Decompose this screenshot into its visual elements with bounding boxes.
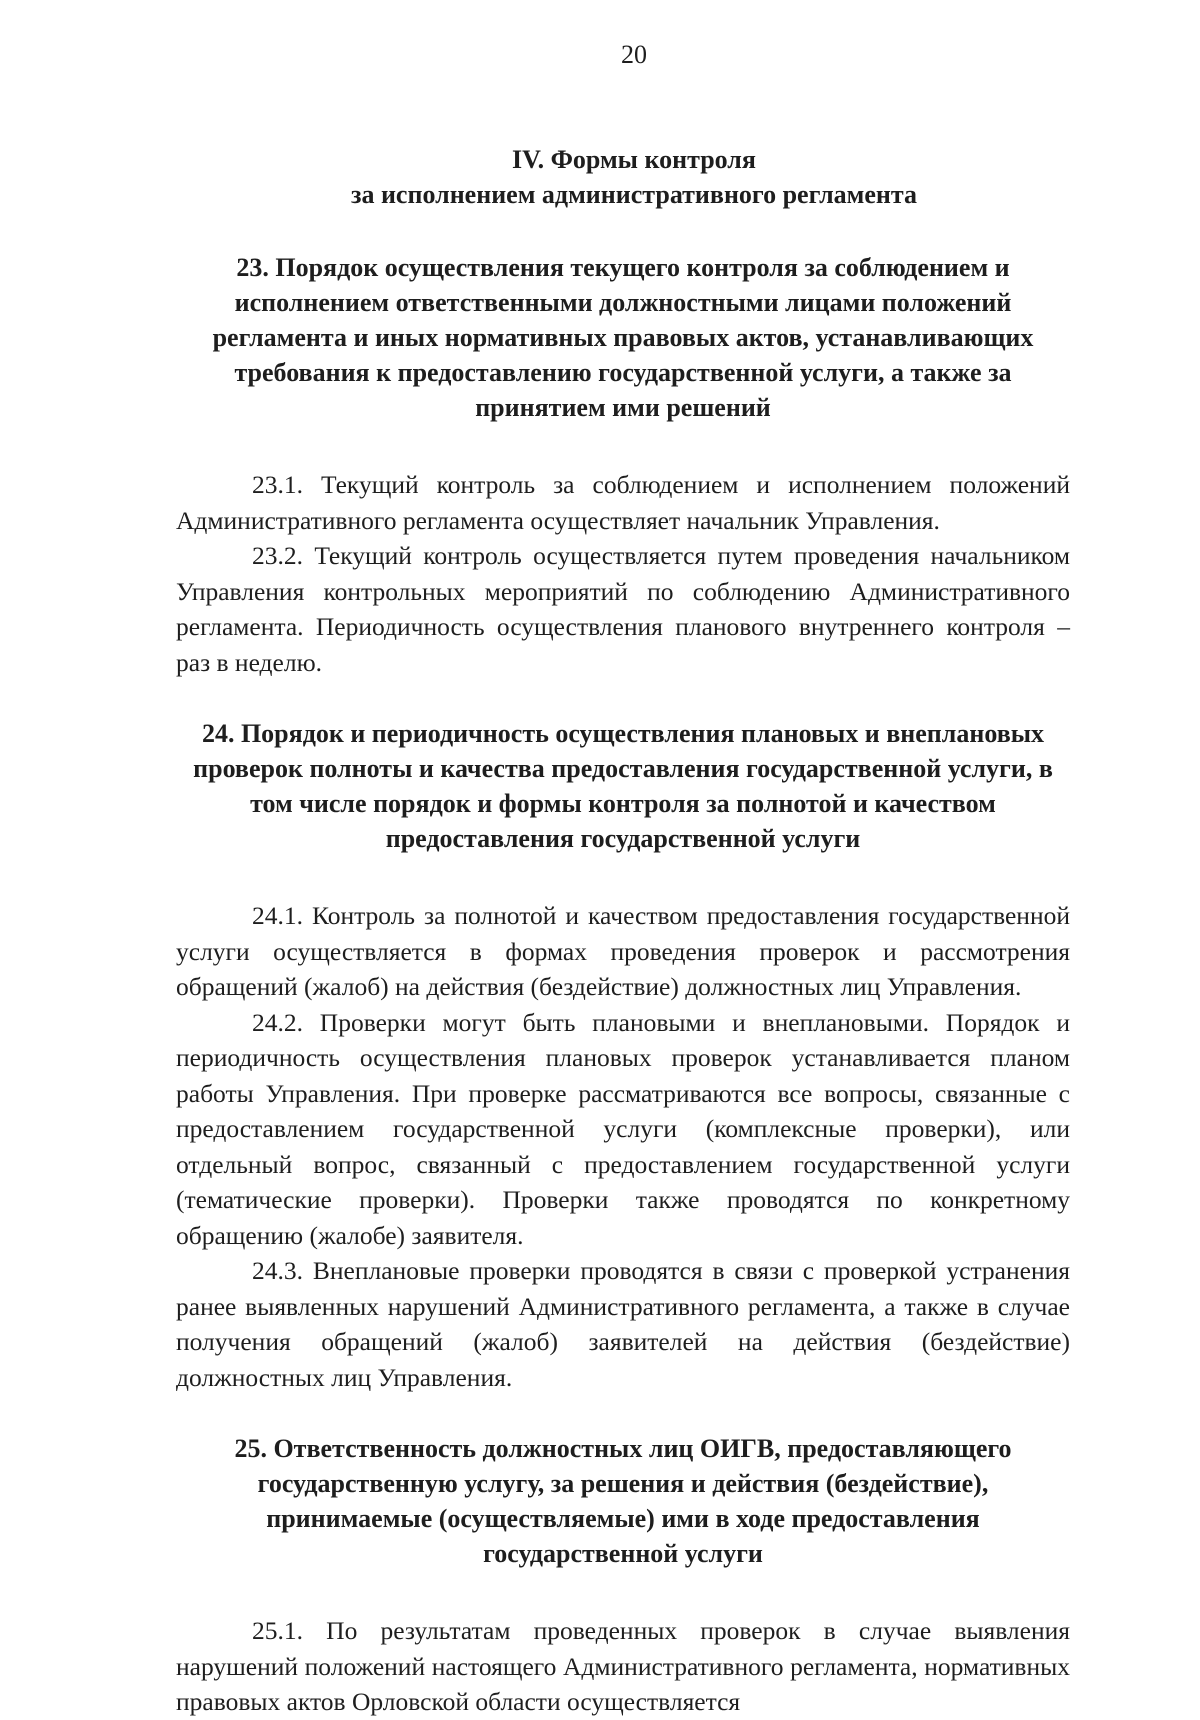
paragraph: 24.1. Контроль за полнотой и качеством предоставления государственной услуги осуществляется в формах проведения проверок и рассмотрения обращений (жалоб) на действия (бездействие) должностных лиц Управления. [176,901,1070,1001]
part-heading-line: IV. Формы контроля [512,145,756,174]
paragraph: 25.1. По результатам проведенных проверок в случае выявления нарушений положений настоящего Административного регламента, нормативных правовых актов Орловской области осуществляется [176,1616,1070,1716]
heading-line: предоставления государственной услуги [385,824,861,853]
heading-line: проверок полноты и качества предоставления государственной услуги, в [193,754,1053,783]
section-heading [176,250,1070,425]
heading-line: 24. Порядок и периодичность осуществления плановых и внеплановых [201,719,1045,748]
section-25 [176,1431,1070,1720]
heading-line: принятием ими решений [475,393,771,422]
heading-line: 23. Порядок осуществления текущего контроля за соблюдением и [236,253,1010,282]
section-24 [176,716,1070,1395]
heading-line: регламента и иных нормативных правовых актов, устанавливающих [212,323,1034,352]
heading-line: принимаемые (осуществляемые) ими в ходе предоставления [266,1504,980,1533]
section-23 [176,250,1070,680]
paragraph: 23.2. Текущий контроль осуществляется путем проведения начальником Управления контрольных мероприятий по соблюдению Административного регламента. Периодичность осуществления планового внутреннего контроля – раз в неделю. [176,541,1070,677]
heading-line: исполнением ответственными должностными лицами положений [234,288,1012,317]
heading-line: том числе порядок и формы контроля за полнотой и качеством [250,789,996,818]
section-heading [176,1431,1070,1571]
heading-line: 25. Ответственность должностных лиц ОИГВ, предоставляющего [234,1434,1012,1463]
heading-line: государственную услугу, за решения и действия (бездействие), [257,1469,989,1498]
page-number: 20 [621,40,647,69]
paragraph: 23.1. Текущий контроль за соблюдением и исполнением положений Административного регламента осуществляет начальник Управления. [176,470,1070,535]
heading-line: требования к предоставлению государственной услуги, а также за [234,358,1012,387]
paragraph: 24.2. Проверки могут быть плановыми и внеплановыми. Порядок и периодичность осуществления плановых проверок устанавливается планом работы Управления. При проверке рассматриваются все вопросы, связанные с предоставлением государственной услуги (комплексные проверки), или отдельный вопрос, связанный с предоставлением государственной услуги (тематические проверки). Проверки также проводятся по конкретному обращению (жалобе) заявителя. [176,1007,1070,1250]
heading-line: государственной услуги [483,1539,763,1568]
part-heading [176,142,1070,212]
part-heading-line: за исполнением административного регламента [351,180,917,209]
section-heading [176,716,1070,856]
paragraph: 24.3. Внеплановые проверки проводятся в связи с проверкой устранения ранее выявленных нарушений Административного регламента, а также в случае получения обращений (жалоб) заявителей на действия (бездействие) должностных лиц Управления. [176,1256,1070,1392]
